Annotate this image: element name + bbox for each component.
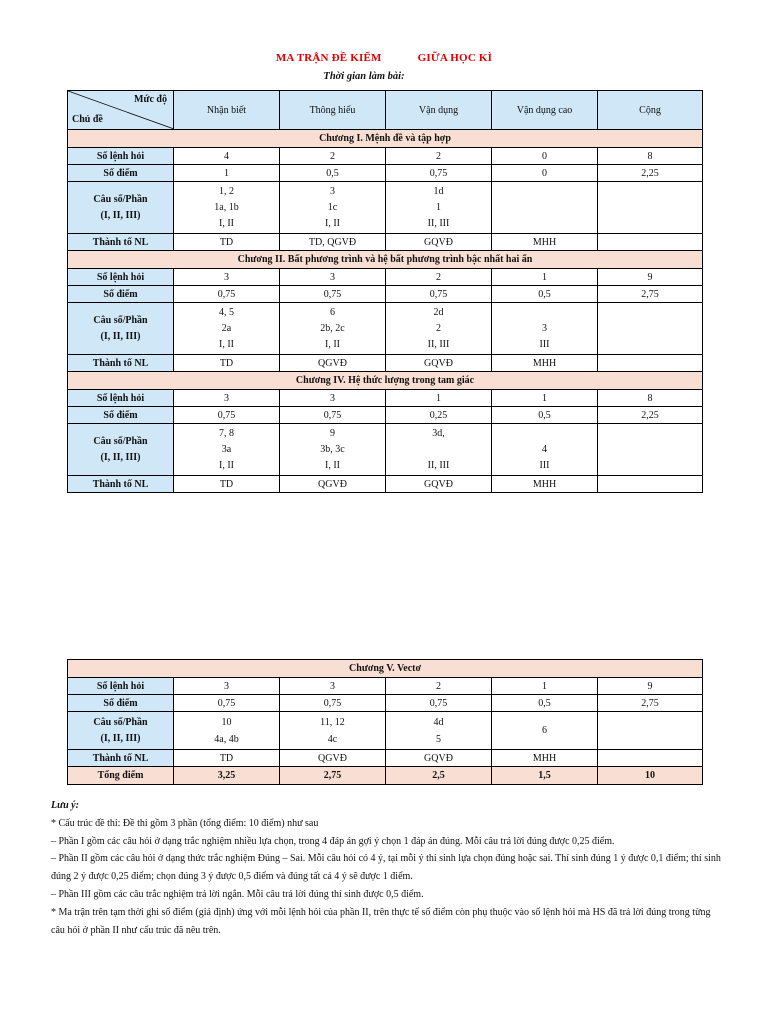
corner-bottom-label: Chủ đề <box>72 114 103 125</box>
cell-line: I, II <box>325 338 340 350</box>
so-lenh-hoi-row <box>68 269 703 286</box>
table-cell <box>598 234 703 251</box>
cell-line: II, III <box>427 459 450 471</box>
cell-line: I, II <box>219 217 234 229</box>
corner-header <box>68 91 174 130</box>
row-label-line: (I, II, III) <box>100 330 141 342</box>
row-label-line: Câu số/Phần <box>93 716 148 728</box>
chapter-title: Chương V. Vectơ <box>68 660 703 678</box>
table-cell: 0,75 <box>386 695 492 712</box>
col-header-van-dung-cao: Vận dụng cao <box>492 91 598 130</box>
cell-line: 4 <box>542 443 547 455</box>
table-cell: 0,5 <box>492 407 598 424</box>
so-diem-row <box>68 407 703 424</box>
table-cell: 1 <box>492 269 598 286</box>
table-cell <box>386 712 492 750</box>
table-cell: GQVĐ <box>386 750 492 767</box>
table-cell: 2,25 <box>598 165 703 182</box>
time-label: Thời gian làm bài: <box>323 71 405 82</box>
cell-line <box>598 200 702 216</box>
table-cell: 2 <box>386 269 492 286</box>
table-cell: 3 <box>280 269 386 286</box>
table-cell <box>598 750 703 767</box>
table-cell: TD <box>174 234 280 251</box>
table-cell <box>174 303 280 355</box>
table-cell <box>598 476 703 493</box>
row-label-line: (I, II, III) <box>100 732 141 744</box>
cell-line: 1, 2 <box>219 185 234 197</box>
note-line: – Phần II gồm các câu hỏi ở dạng thức trắc nghiệm Đúng – Sai. Mỗi câu hỏi có 4 ý, tại mỗi ý thí sinh lựa chọn đúng hoặc sai. Thí sinh đúng 1 ý được 0,1 điểm; thí sinh đúng 2 ý được 0,25 điểm; chọn đúng 3 ý được 0,5 điểm và đúng tất cả 4 ý sẽ được 1 điểm. <box>51 853 721 883</box>
total-cell: 1,5 <box>492 767 598 785</box>
cell-line: 2a <box>221 322 232 334</box>
table-cell: 1 <box>492 390 598 407</box>
cau-so-row <box>68 424 703 476</box>
cell-line <box>598 305 702 321</box>
table-cell <box>598 303 703 355</box>
cell-line: 3 <box>542 322 547 334</box>
notes-section <box>51 797 721 939</box>
cell-line: 1a, 1b <box>214 201 239 213</box>
thanh-to-label: Thành tố NL <box>68 234 174 251</box>
table-cell <box>492 712 598 750</box>
table-cell <box>174 712 280 750</box>
cell-line <box>492 426 597 442</box>
note-line: * Cấu trúc đề thi: Đề thi gồm 3 phần (tổng điểm: 10 điểm) như sau <box>51 817 319 829</box>
cau-so-label <box>68 182 174 234</box>
table-cell: 2,75 <box>598 695 703 712</box>
table-cell: 0,75 <box>386 286 492 303</box>
cell-line: II, III <box>427 217 450 229</box>
so-diem-label: Số điểm <box>68 165 174 182</box>
table-cell <box>386 182 492 234</box>
so-diem-row <box>68 286 703 303</box>
cell-line: I, II <box>325 459 340 471</box>
cell-line: 11, 12 <box>320 716 345 728</box>
thanh-to-label: Thành tố NL <box>68 355 174 372</box>
table-cell: 0,25 <box>386 407 492 424</box>
cell-line: 3a <box>221 443 232 455</box>
so-lenh-hoi-label: Số lệnh hỏi <box>68 148 174 165</box>
cell-line <box>598 337 702 353</box>
table-cell: 2 <box>280 148 386 165</box>
cell-line <box>492 200 597 216</box>
chapter-title: Chương II. Bất phương trình và hệ bất phương trình bậc nhất hai ẩn <box>68 251 703 269</box>
so-lenh-hoi-label: Số lệnh hỏi <box>68 390 174 407</box>
cau-so-label <box>68 424 174 476</box>
cell-line <box>386 442 491 458</box>
cell-line: 4, 5 <box>219 306 234 318</box>
thanh-to-row <box>68 355 703 372</box>
cell-line: 1c <box>327 201 338 213</box>
row-label-line: Câu số/Phần <box>93 314 148 326</box>
table-cell: TD <box>174 355 280 372</box>
note-line: * Ma trận trên tạm thời ghi số điểm (giả định) ứng với mỗi lệnh hỏi của phần II, trên thực tế số điểm còn phụ thuộc vào số lệnh hỏi mà HS đã trả lời đúng trong từng câu hỏi ở phần II như cấu trúc đã nêu trên. <box>51 906 711 936</box>
table-cell: 0,75 <box>280 286 386 303</box>
table-cell: GQVĐ <box>386 355 492 372</box>
cell-line: I, II <box>219 338 234 350</box>
table-cell: GQVĐ <box>386 476 492 493</box>
chapter-row <box>68 130 703 148</box>
table-cell: 4 <box>174 148 280 165</box>
table-cell: 3 <box>174 390 280 407</box>
cell-line: 2 <box>436 322 441 334</box>
note-line: – Phần III gồm các câu trắc nghiệm trả lời ngắn. Mỗi câu trả lời đúng thí sinh được 0,5 điểm. <box>51 888 424 900</box>
cau-so-label <box>68 712 174 750</box>
cell-line <box>598 426 702 442</box>
table-cell: TD <box>174 750 280 767</box>
cell-line: 3b, 3c <box>320 443 345 455</box>
cell-line <box>598 442 702 458</box>
table-cell: MHH <box>492 355 598 372</box>
cell-line <box>598 458 702 474</box>
table-cell: 0,5 <box>492 286 598 303</box>
table-cell: 0,75 <box>280 407 386 424</box>
thanh-to-row <box>68 234 703 251</box>
thanh-to-row <box>68 476 703 493</box>
matrix-table-main <box>67 90 703 493</box>
table-cell: 8 <box>598 148 703 165</box>
cell-line <box>598 722 702 739</box>
chapter-title: Chương IV. Hệ thức lượng trong tam giác <box>68 372 703 390</box>
table-cell <box>598 182 703 234</box>
cell-line <box>598 321 702 337</box>
table-cell: 2,75 <box>598 286 703 303</box>
row-label-line: (I, II, III) <box>100 209 141 221</box>
chapter-row <box>68 372 703 390</box>
table-cell: 9 <box>598 678 703 695</box>
cell-line <box>492 305 597 321</box>
table-cell: 0,75 <box>174 695 280 712</box>
table-cell: 1 <box>386 390 492 407</box>
table-cell: 2 <box>386 148 492 165</box>
table-cell: 1 <box>174 165 280 182</box>
title-left: MA TRẬN ĐỀ KIỂM <box>275 52 382 64</box>
table-cell: 9 <box>598 269 703 286</box>
table-cell: 0,75 <box>174 286 280 303</box>
cell-line: I, II <box>219 459 234 471</box>
table-cell: QGVĐ <box>280 750 386 767</box>
so-lenh-hoi-label: Số lệnh hỏi <box>68 269 174 286</box>
table-cell <box>492 303 598 355</box>
cell-line: I, II <box>325 217 340 229</box>
table-cell <box>280 303 386 355</box>
table-cell <box>174 182 280 234</box>
col-header-thong-hieu: Thông hiểu <box>280 91 386 130</box>
so-diem-label: Số điểm <box>68 407 174 424</box>
table-cell: 8 <box>598 390 703 407</box>
cell-line: 4d <box>433 716 444 728</box>
header-row <box>68 91 703 130</box>
table-cell: QGVĐ <box>280 476 386 493</box>
cau-so-row <box>68 712 703 750</box>
cell-line: 4a, 4b <box>214 733 239 745</box>
chapter-row <box>68 660 703 678</box>
table-cell: 0,5 <box>280 165 386 182</box>
table-cell: 2,25 <box>598 407 703 424</box>
so-diem-label: Số điểm <box>68 695 174 712</box>
table-cell: MHH <box>492 476 598 493</box>
cell-line: 2b, 2c <box>320 322 345 334</box>
table-cell: TD, QGVĐ <box>280 234 386 251</box>
cell-line: 5 <box>436 733 441 745</box>
table-cell: 1 <box>492 678 598 695</box>
table-cell: 0,75 <box>280 695 386 712</box>
table-cell <box>280 712 386 750</box>
table-cell: TD <box>174 476 280 493</box>
cell-line: 3 <box>330 185 335 197</box>
table-cell: QGVĐ <box>280 355 386 372</box>
thanh-to-label: Thành tố NL <box>68 750 174 767</box>
table-cell: MHH <box>492 750 598 767</box>
cell-line: 6 <box>330 306 335 318</box>
chapter-title: Chương I. Mệnh đề và tập hợp <box>68 130 703 148</box>
table-cell: 0,75 <box>386 165 492 182</box>
cell-line: 3d, <box>432 427 445 439</box>
cau-so-row <box>68 303 703 355</box>
so-lenh-hoi-row <box>68 390 703 407</box>
cell-line: 6 <box>542 725 547 736</box>
table-cell <box>386 303 492 355</box>
row-label-line: Câu số/Phần <box>93 193 148 205</box>
table-cell <box>492 424 598 476</box>
cell-line <box>492 216 597 232</box>
document-title <box>0 52 768 64</box>
title-right: GIỮA HỌC KÌ <box>417 52 493 64</box>
col-header-nhan-biet: Nhận biết <box>174 91 280 130</box>
so-lenh-hoi-row <box>68 678 703 695</box>
so-diem-label: Số điểm <box>68 286 174 303</box>
cell-line: II, III <box>427 338 450 350</box>
table-cell <box>598 712 703 750</box>
chapter-row <box>68 251 703 269</box>
so-diem-row <box>68 695 703 712</box>
table-cell: 0,5 <box>492 695 598 712</box>
table-cell: 0 <box>492 165 598 182</box>
cau-so-row <box>68 182 703 234</box>
thanh-to-label: Thành tố NL <box>68 476 174 493</box>
table-cell: 3 <box>280 678 386 695</box>
note-line: – Phần I gồm các câu hỏi ở dạng trắc nghiệm nhiều lựa chọn, trong 4 đáp án gợi ý chọn 1 đáp án đúng. Mỗi câu trả lời đúng được 0,25 điểm. <box>51 835 615 847</box>
cell-line: 7, 8 <box>219 427 234 439</box>
table-cell: GQVĐ <box>386 234 492 251</box>
total-cell: 2,5 <box>386 767 492 785</box>
cell-line: 2d <box>433 306 444 318</box>
table-cell <box>386 424 492 476</box>
cell-line: 10 <box>221 716 232 728</box>
cell-line <box>492 184 597 200</box>
total-row <box>68 767 703 785</box>
table-cell: 0,75 <box>174 407 280 424</box>
so-diem-row <box>68 165 703 182</box>
total-cell: 10 <box>598 767 703 785</box>
table-cell: 3 <box>280 390 386 407</box>
cau-so-label <box>68 303 174 355</box>
cell-line: 9 <box>330 427 335 439</box>
so-lenh-hoi-row <box>68 148 703 165</box>
table-cell <box>280 182 386 234</box>
cell-line: III <box>539 459 550 471</box>
table-cell <box>598 355 703 372</box>
row-label-line: Câu số/Phần <box>93 435 148 447</box>
table-cell <box>174 424 280 476</box>
cell-line: III <box>539 338 550 350</box>
matrix-table-chapter5 <box>67 659 703 785</box>
cell-line: 1d <box>433 185 444 197</box>
corner-top-label: Mức độ <box>134 94 167 105</box>
table-cell: 3 <box>174 678 280 695</box>
cell-line <box>598 216 702 232</box>
so-lenh-hoi-label: Số lệnh hỏi <box>68 678 174 695</box>
tong-diem-label: Tổng điểm <box>68 767 174 785</box>
table-cell <box>598 424 703 476</box>
total-cell: 3,25 <box>174 767 280 785</box>
table-cell: 3 <box>174 269 280 286</box>
table-cell <box>492 182 598 234</box>
col-header-van-dung: Vận dụng <box>386 91 492 130</box>
cell-line: 4c <box>327 733 338 745</box>
col-header-cong: Cộng <box>598 91 703 130</box>
table-cell: MHH <box>492 234 598 251</box>
notes-heading: Lưu ý: <box>51 800 79 811</box>
table-cell <box>280 424 386 476</box>
table-cell: 2 <box>386 678 492 695</box>
row-label-line: (I, II, III) <box>100 451 141 463</box>
table-cell: 0 <box>492 148 598 165</box>
total-cell: 2,75 <box>280 767 386 785</box>
cell-line: 1 <box>436 201 441 213</box>
cell-line <box>598 184 702 200</box>
thanh-to-row <box>68 750 703 767</box>
